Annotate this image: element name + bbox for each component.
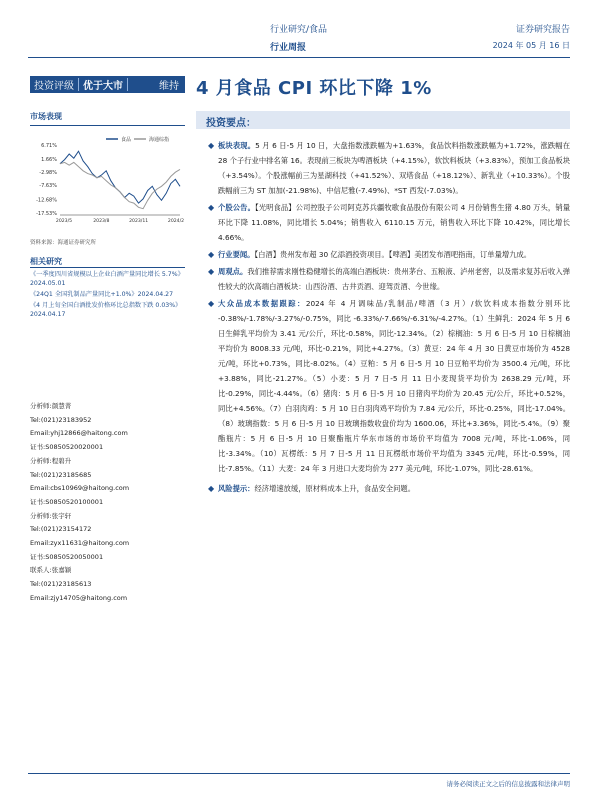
- analyst-line: Tel:(021)23185685: [30, 470, 92, 479]
- key-point-text: 我们推荐需求刚性稳健增长的高端白酒板块：贵州茅台、五粮液、泸州老窖，以及需求复苏后收入弹性较大的次高端白酒板块：山西汾酒、古井贡酒、迎驾贡酒、今世缘。: [218, 267, 571, 291]
- analyst-line: Email:yhj12866@haitong.com: [30, 429, 128, 438]
- key-point-heading: 行业要闻。: [218, 250, 255, 259]
- related-section-title: 相关研究: [30, 257, 62, 266]
- x-tick-label: 2023/8: [93, 219, 110, 224]
- analyst-line: Email:cbs10969@haitong.com: [30, 484, 130, 493]
- bullet-icon: ◆: [208, 299, 215, 308]
- key-point-paragraph: [208, 481, 570, 496]
- rating-label: 投资评级: [34, 81, 74, 92]
- analyst-line: Email:zyx11631@haitong.com: [30, 539, 130, 548]
- market-section-title: 市场表现: [30, 112, 62, 121]
- y-tick-label: 6.71%: [41, 143, 57, 149]
- analyst-line: Tel:(021)23183952: [30, 415, 92, 424]
- series-index-line: [60, 162, 180, 208]
- related-research-item[interactable]: 《24Q1 全国乳制品产量同比+1.0%》2024.04.27: [30, 291, 174, 298]
- y-tick-label: -12.68%: [36, 197, 57, 204]
- legend-index-label: 海通综指: [149, 137, 170, 143]
- key-points-title: 投资要点：: [206, 118, 256, 129]
- footer-divider: [28, 773, 570, 774]
- analyst-line: 联系人:张嘉颖: [30, 566, 72, 575]
- rating-action: 维持: [159, 81, 179, 92]
- analyst-contacts: [30, 400, 185, 606]
- page-title: 4 月食品 CPI 环比下降 1%: [196, 78, 432, 99]
- key-point-text: 【白酒】贵州发布超 30 亿添酒投资项目。【啤酒】美团发布酒吧指南，订单量增九成。: [254, 250, 532, 259]
- related-research-item[interactable]: 《一季度四川省规模以上企业白酒产量同比增长 5.7%》2024.05.01: [30, 271, 184, 287]
- analyst-line: 证书:S0850520020001: [30, 443, 104, 452]
- y-tick-label: -2.98%: [39, 170, 57, 177]
- related-section-divider: [30, 267, 185, 268]
- bullet-icon: ◆: [208, 250, 215, 259]
- x-tick-label: 2023/11: [129, 219, 149, 224]
- header-divider: [28, 57, 570, 58]
- y-tick-label: -17.53%: [36, 211, 57, 217]
- key-point-text: 2024 年 4 月调味品/乳制品/啤酒（3 月）/软饮料成本指数分别环比 -0.38%/-1.78%/-3.27%/-0.75%，同比 -6.33%/-7.66%/-6.31%/-4.27%。（1）生鲜乳：2024 年 5 月 6 日生鲜乳平均价为 3.41 元/公斤，环比-0.58%，同比-12.34%。（2）棕榈油：5 月 6 日-5 月 10 日棕榈油平均价为 8008.33 元/吨，环比-0.21%，同比+4.27%。（3）黄豆：24 年 4 月 30 日黄豆市场价为 4528 元/吨，环比+0.73%，同比-8.02%。（4）豆粕：5 月 6 日-5 月 10 日豆粕平均价为 3500.4 元/吨，环比+3.88%，同比-21.27%。（5）小麦：5 月 7 日-5 月 11 日小麦现货平均价为 2638.29 元/吨，环比-0.29%，同比-4.44%。（6）猪肉：5 月 6 日-5 月 10 日猪肉平均价为 20.45 元/公斤，环比+0.52%，同比+4.56%。（7）白羽肉鸡：5 月 10 日白羽肉鸡平均价为 7.84 元/公斤，环比-0.25%，同比-17.04%。（8）玻璃指数：5 月 6 日-5 月 10 日玻璃指数收盘价均为 1600.06，环比+3.36%，同比-5.4%。（9）聚酯瓶片：5 月 6 日-5 月 10 日聚酯瓶片华东市场的市场价平均值为 7008 元/吨，环比-1.06%，同比-3.34%。（10）瓦楞纸：5 月 7 日-5 月 11 日瓦楞纸市场价平均值为 3345 元/吨，环比-0.59%，同比-7.85%。（11）大麦：24 年 3 月进口大麦均价为 277 美元/吨，环比-1.07%，同比-28.61%。: [218, 299, 571, 473]
- key-point-text: 5 月 6 日-5 月 10 日，大盘指数涨跌幅为+1.63%，食品饮料指数涨跌幅为+1.72%，涨跌幅在 28 个子行业中排名第 16。表现前三板块为啤酒板块（+4.15%），软饮料板块（+3.83%），预加工食品板块（+3.54%）。个股涨幅前三为星湖科技（+41.52%）、双塔食品（+18.12%）、新乳业（+10.33%）。个股跌幅前三为 ST 加加(-21.98%)、中信尼雅(-7.49%)、*ST 西发(-7.03%)。: [218, 141, 571, 195]
- x-tick-label: 2023/5: [55, 219, 73, 224]
- header-category: 行业研究/食品: [270, 25, 328, 35]
- rating-separator: [127, 78, 128, 91]
- analyst-line: Email:zjy14705@haitong.com: [30, 593, 128, 602]
- header-subtype: 行业周报: [270, 43, 307, 53]
- related-research-item[interactable]: 《4 月上旬全国白酒批发价格环比总指数下跌 0.03%》2024.04.17: [30, 302, 182, 318]
- chart-legend: [106, 136, 169, 143]
- key-point-text: 【光明食品】公司控股子公司阿克苏兵疆牧歌食品股份有限公司 4 月份销售生猪 4.80 万头，销量环比下降 11.08%，同比增长 5.04%；销售收入 6110.15 万元，销售收入环比下降 10.42%，同比增长 4.66%。: [218, 203, 571, 242]
- analyst-line: 证书:S0850520100001: [30, 497, 104, 506]
- rating-value: 优于大市: [83, 81, 123, 92]
- key-point-paragraph: [208, 296, 570, 476]
- analyst-line: Tel:(021)23185613: [30, 580, 92, 589]
- y-tick-label: -7.63%: [39, 183, 57, 190]
- chart-x-axis: [56, 218, 184, 224]
- analyst-line: 分析师:程碧升: [30, 456, 72, 465]
- header-report-type: 证券研究报告: [515, 25, 570, 35]
- series-food-line: [60, 151, 180, 203]
- bullet-icon: ◆: [208, 484, 215, 493]
- key-point-paragraph: [208, 200, 570, 245]
- bullet-icon: ◆: [208, 203, 215, 212]
- bullet-icon: ◆: [208, 141, 215, 150]
- chart-y-axis: [36, 143, 180, 217]
- key-point-heading: 风险提示：: [218, 484, 255, 493]
- bullet-icon: ◆: [208, 267, 215, 276]
- market-chart: [30, 133, 185, 233]
- analyst-line: Tel:(021)23154172: [30, 525, 92, 534]
- key-point-heading: 大众品成本数据跟踪：: [218, 299, 306, 308]
- key-point-heading: 个股公告。: [218, 203, 255, 212]
- key-point-text: 经济增速放缓，原材料成本上升，食品安全问题。: [254, 484, 416, 493]
- key-points-header: [196, 111, 570, 129]
- key-point-heading: 周观点。: [218, 267, 248, 276]
- rating-bar: [30, 76, 185, 93]
- analyst-line: 分析师:张宇轩: [30, 511, 72, 520]
- analyst-line: 分析师:颜慧菁: [30, 402, 72, 410]
- key-point-paragraph: [208, 264, 570, 294]
- chart-series: [60, 151, 180, 209]
- header-date: 2024 年 05 月 16 日: [492, 41, 570, 50]
- analyst-line: 证书:S0850520050001: [30, 552, 104, 561]
- market-section-divider: [30, 125, 185, 126]
- x-tick-label: 2024/2: [167, 219, 185, 224]
- key-point-heading: 板块表现。: [218, 141, 256, 150]
- key-point-paragraph: [208, 247, 570, 262]
- legend-food-label: 食品: [121, 137, 132, 143]
- related-research-list: [30, 270, 185, 321]
- y-tick-label: 1.66%: [41, 157, 57, 164]
- key-point-paragraph: [208, 138, 570, 198]
- chart-source: 资料来源：海通证券研究所: [30, 240, 97, 246]
- footer-disclaimer: 请务必阅读正文之后的信息披露和法律声明: [446, 780, 570, 788]
- key-points-body: [208, 138, 570, 498]
